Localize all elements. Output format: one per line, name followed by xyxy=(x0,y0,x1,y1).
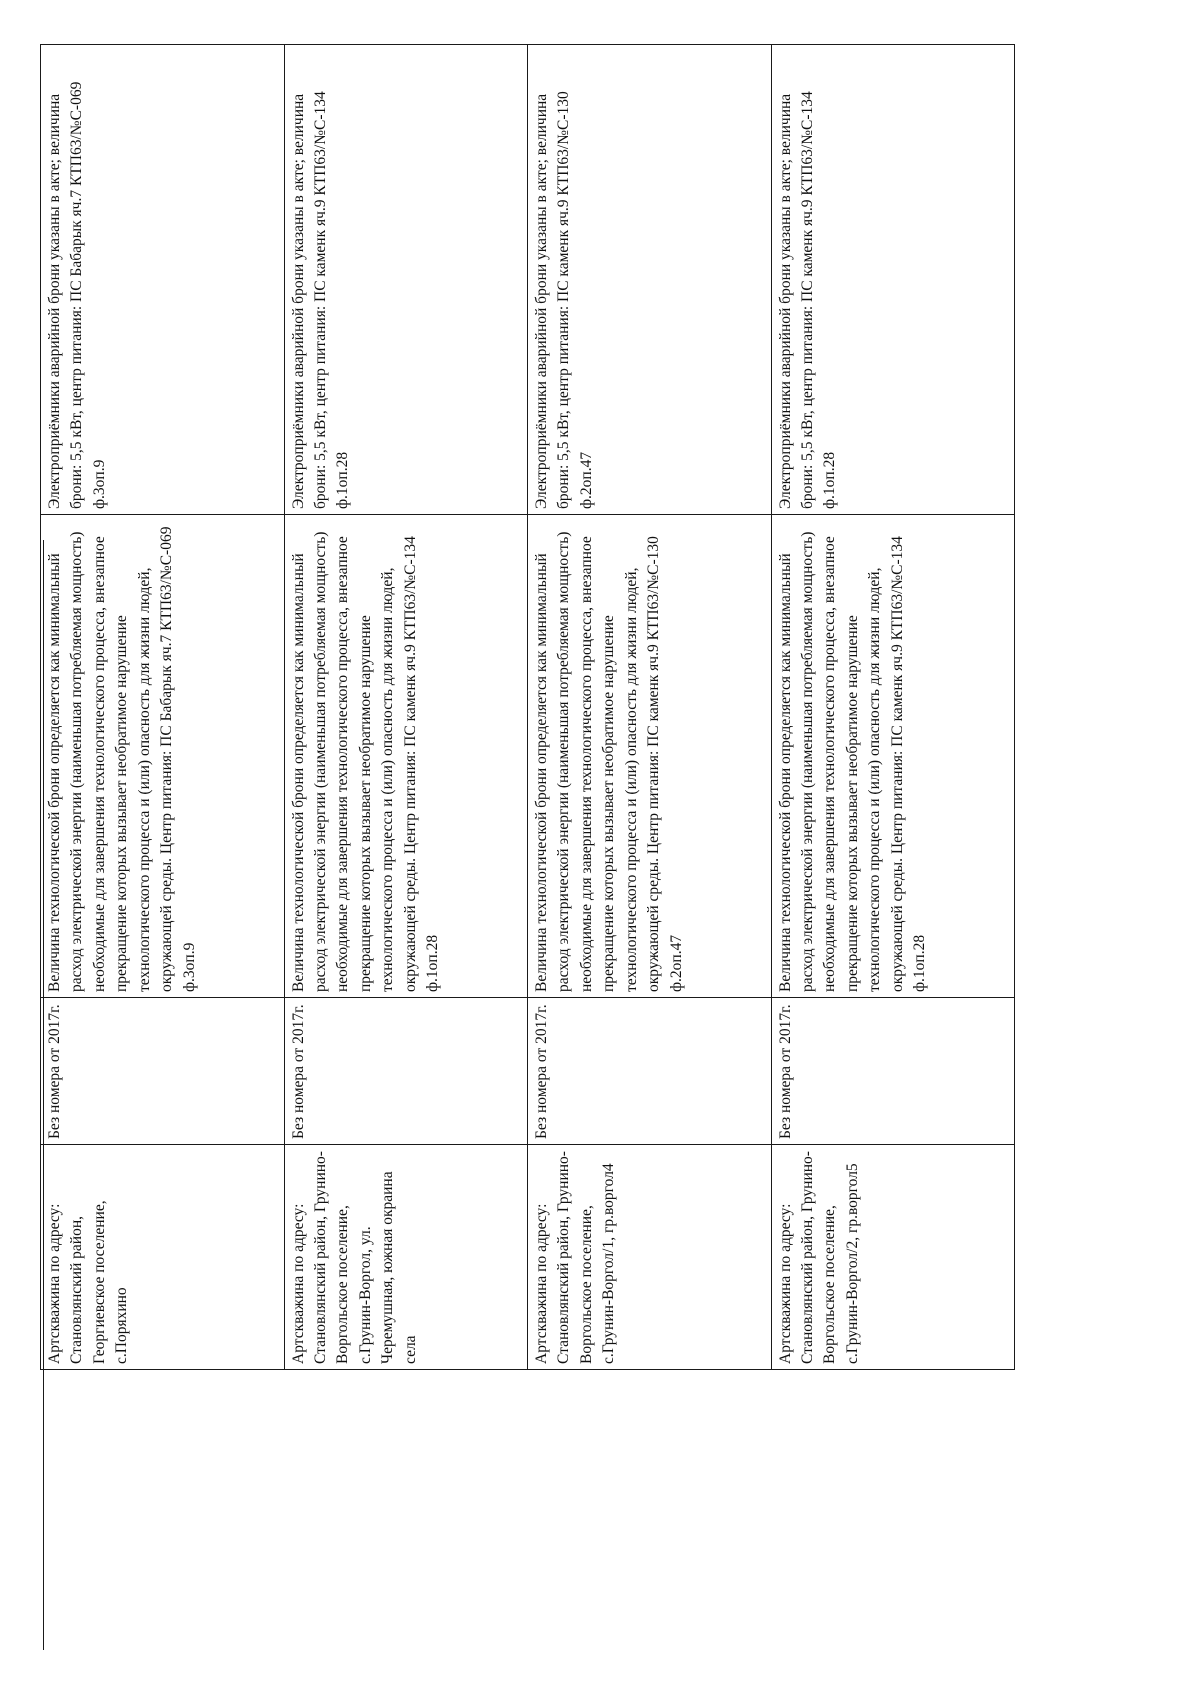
emergency-reserve-cell: Электроприёмники аварийной брони указаны в акте; величина брони: 5,5 кВт, центр питания: ПС каменк яч.9 КТП63/№С-134 ф.1оп.28 xyxy=(284,45,528,515)
technological-reserve-cell: Величина технологической брони определяется как минимальный расход электрической энергии (наименьшая потребляемая мощность) необходимые для завершения технологического процесса, внезапное прекращение которых вызывает необратимое нарушение технологического процесса и (или) опасность для жизни людей, окружающей среды. Центр питания: ПС каменк яч.9 КТП63/№С-134 ф.1оп.28 xyxy=(284,515,528,998)
emergency-reserve-cell: Электроприёмники аварийной брони указаны в акте; величина брони: 5,5 кВт, центр питания: ПС Бабарык яч.7 КТП63/№С-069 ф.3оп.9 xyxy=(41,45,285,515)
technological-reserve-cell: Величина технологической брони определяется как минимальный расход электрической энергии (наименьшая потребляемая мощность) необходимые для завершения технологического процесса, внезапное прекращение которых вызывает необратимое нарушение технологического процесса и (или) опасность для жизни людей, окружающей среды. Центр питания: ПС Бабарык яч.7 КТП63/№С-069 ф.3оп.9 xyxy=(41,515,285,998)
table-row xyxy=(528,45,772,1370)
technological-reserve-cell: Величина технологической брони определяется как минимальный расход электрической энергии (наименьшая потребляемая мощность) необходимые для завершения технологического процесса, внезапное прекращение которых вызывает необратимое нарушение технологического процесса и (или) опасность для жизни людей, окружающей среды. Центр питания: ПС каменк яч.9 КТП63/№С-130 ф.2оп.47 xyxy=(528,515,772,998)
table-row xyxy=(284,45,528,1370)
reserve-table xyxy=(40,44,1015,1370)
location-cell: Артскважина по адресу: Становлянский район, Грунино-Воргольское поселение, с.Грунин-Воргол/2, гр.воргол5 xyxy=(771,1145,1015,1370)
location-cell: Артскважина по адресу: Становлянский район, Грунино-Воргольское поселение, с.Грунин-Воргол/1, гр.воргол4 xyxy=(528,1145,772,1370)
technological-reserve-cell: Величина технологической брони определяется как минимальный расход электрической энергии (наименьшая потребляемая мощность) необходимые для завершения технологического процесса, внезапное прекращение которых вызывает необратимое нарушение технологического процесса и (или) опасность для жизни людей, окружающей среды. Центр питания: ПС каменк яч.9 КТП63/№С-134 ф.1оп.28 xyxy=(771,515,1015,998)
document-ref-cell: Без номера от 2017г. xyxy=(284,998,528,1145)
document-ref-cell: Без номера от 2017г. xyxy=(41,998,285,1145)
rotated-page xyxy=(40,45,1160,1655)
document-ref-cell: Без номера от 2017г. xyxy=(528,998,772,1145)
location-cell: Артскважина по адресу: Становлянский район, Георгиевское поселение, с.Поряхино xyxy=(41,1145,285,1370)
emergency-reserve-cell: Электроприёмники аварийной брони указаны в акте; величина брони: 5,5 кВт, центр питания: ПС каменк яч.9 КТП63/№С-130 ф.2оп.47 xyxy=(528,45,772,515)
emergency-reserve-cell: Электроприёмники аварийной брони указаны в акте; величина брони: 5,5 кВт, центр питания: ПС каменк яч.9 КТП63/№С-134 ф.1оп.28 xyxy=(771,45,1015,515)
document-ref-cell: Без номера от 2017г. xyxy=(771,998,1015,1145)
page-rule-line xyxy=(43,540,44,1650)
location-cell: Артскважина по адресу: Становлянский район, Грунино-Воргольское поселение, с.Грунин-Воргол, ул. Черемушная, южная окраина села xyxy=(284,1145,528,1370)
table-row xyxy=(41,45,285,1370)
table-row xyxy=(771,45,1015,1370)
